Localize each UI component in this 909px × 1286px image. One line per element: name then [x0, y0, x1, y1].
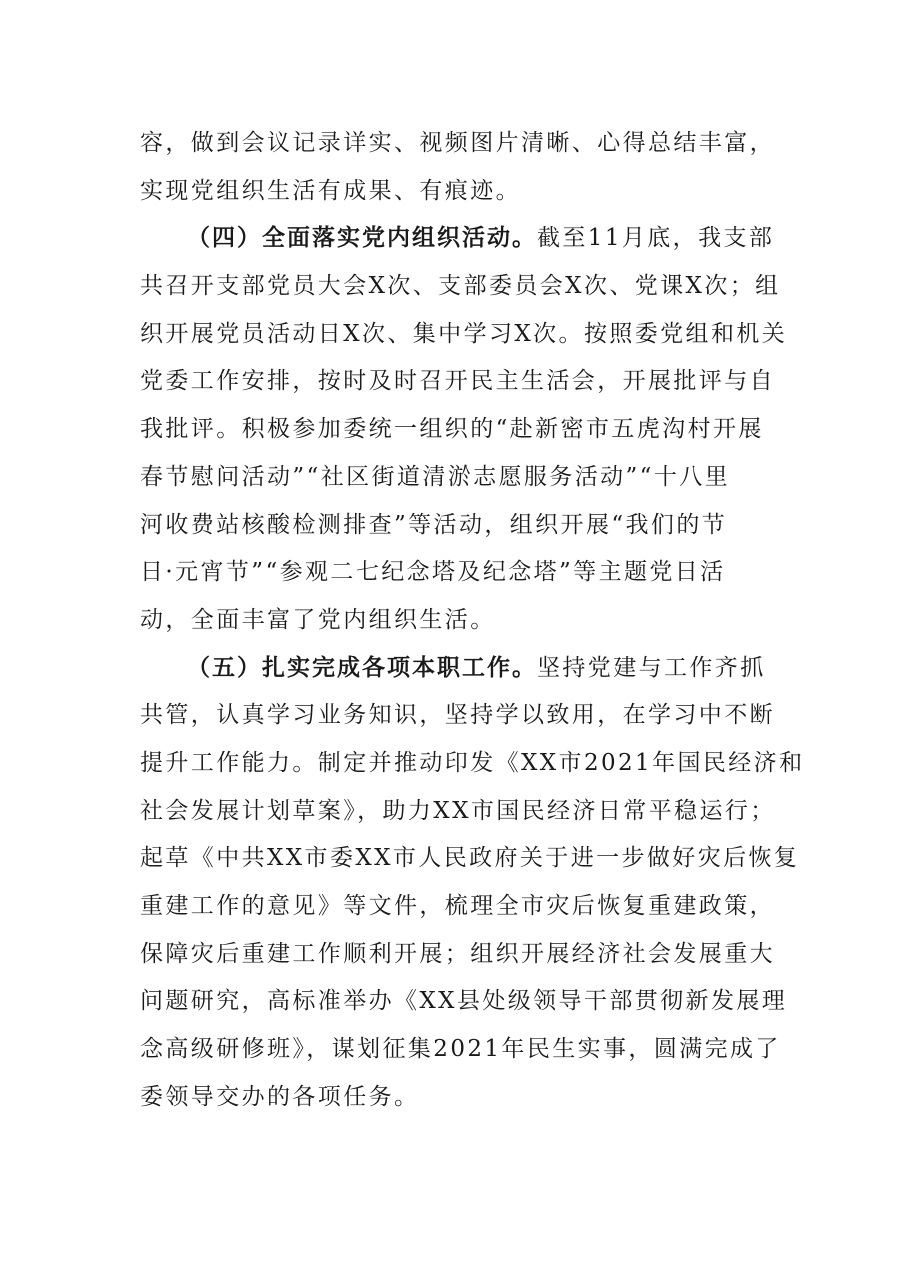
- text-line: 党委工作安排，按时及时召开民主生活会，开展批评与自: [140, 368, 775, 395]
- text-line: 起草《中共XX市委XX市人民政府关于进一步做好灾后恢复: [140, 845, 800, 872]
- text-line: 春节慰问活动”“社区街道清淤志愿服务活动”“十八里: [140, 463, 731, 490]
- text-line: 保障灾后重建工作顺利开展；组织开展经济社会发展重大: [140, 940, 775, 967]
- section-heading-five: （五）扎实完成各项本职工作。: [187, 654, 537, 681]
- paragraph-continuation: [140, 120, 780, 215]
- document-body: [140, 120, 805, 1121]
- paragraph-first-line: [140, 215, 780, 263]
- text-line: 委领导交办的各项任务。: [140, 1083, 420, 1110]
- paragraph-first-line: [140, 645, 780, 693]
- text-run: 坚持党建与工作齐抓: [537, 654, 766, 681]
- text-line: 提升工作能力。制定并推动印发《XX市2021年国民经济和: [140, 749, 805, 776]
- text-line: 容，做到会议记录详实、视频图片清晰、心得总结丰富，: [140, 130, 775, 156]
- text-line: 社会发展计划草案》，助力XX市国民经济日常平稳运行；: [140, 797, 776, 824]
- text-run: 截至11月底，我支部: [537, 225, 775, 252]
- text-line: 实现党组织生活有成果、有痕迹。: [140, 177, 521, 204]
- text-line: 织开展党员活动日X次、集中学习X次。按照委党组和机关: [140, 320, 788, 347]
- text-line: 共管，认真学习业务知识，坚持学以致用，在学习中不断: [140, 702, 775, 729]
- text-line: 我批评。积极参加委统一组织的“赴新密市五虎沟村开展: [140, 416, 764, 443]
- paragraph-party-activities: [140, 215, 788, 644]
- text-line: 问题研究，高标准举办《XX县处级领导干部贯彻新发展理: [140, 988, 788, 1015]
- text-line: 河收费站核酸检测排查”等活动，组织开展“我们的节: [140, 511, 728, 538]
- text-line: 念高级研修班》，谋划征集2021年民生实事，圆满完成了: [140, 1036, 781, 1063]
- paragraph-duties: [140, 645, 805, 1122]
- text-line: 日·元宵节”“参观二七纪念塔及纪念塔”等主题党日活: [140, 559, 726, 586]
- section-heading-four: （四）全面落实党内组织活动。: [187, 225, 537, 252]
- text-line: 动，全面丰富了党内组织生活。: [140, 606, 496, 633]
- text-line: 重建工作的意见》等文件，梳理全市灾后恢复重建政策，: [140, 893, 775, 919]
- text-line: 共召开支部党员大会X次、支部委员会X次、党课X次；组: [140, 273, 781, 300]
